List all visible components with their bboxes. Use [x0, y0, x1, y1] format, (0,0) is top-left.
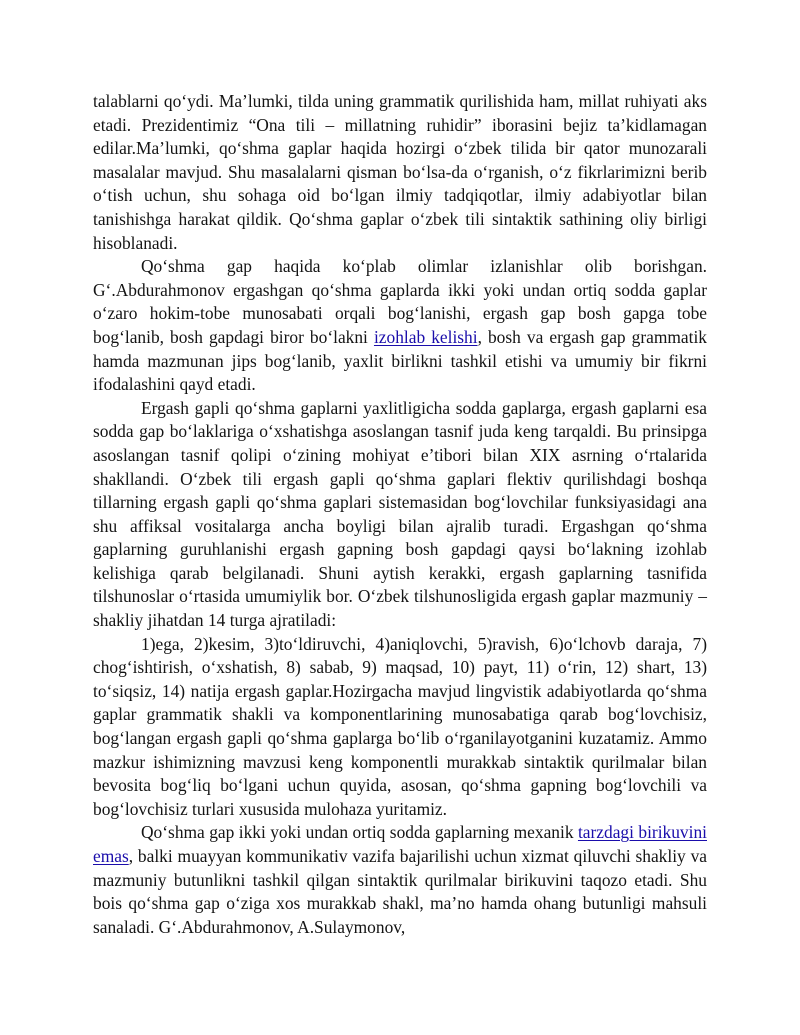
paragraph-text: talablarni qo‘ydi. Ma’lumki, tilda uning grammatik qurilishida ham, millat ruhiyati aks etadi. Prezidentimiz “Ona tili – millatning ruhidir” iborasini bejiz ta’kidlamagan edilar.Ma’lumki, qo‘shma gaplar haqida hozirgi o‘zbek tilida bir qator munozarali masalalar mavjud. Shu masalalarni qisman bo‘lsa-da o‘rganish, o‘z fikrlarimizni berib o‘tish uchun, shu sohaga oid bo‘lgan ilmiy tadqiqotlar, ilmiy adabiyotlar bilan tanishishga harakat qildik. Qo‘shma gaplar o‘zbek tili sintaktik sathining oliy birligi hisoblanadi.: [93, 91, 707, 253]
paragraph-text: 1)ega, 2)kesim, 3)to‘ldiruvchi, 4)aniqlovchi, 5)ravish, 6)o‘lchovb daraja, 7) chog‘ishtirish, o‘xshatish, 8) sabab, 9) maqsad, 10) payt, 11) o‘rin, 12) shart, 13) to‘siqsiz, 14) natija ergash gaplar.Hozirgacha mavjud lingvistik adabiyotlarda qo‘shma gaplar grammatik shakli va komponentlarining munosabatiga qarab bog‘lovchisiz, bog‘langan ergash gapli qo‘shma gaplarga bo‘lib o‘rganilayotganini kuzatamiz. Ammo mazkur ishimizning mavzusi keng komponentli murakkab sintaktik qurilmalar bilan bevosita bog‘liq bo‘lgani uchun quyida, asosan, qo‘shma gapning bog‘lovchili va bog‘lovchisiz turlari xususida mulohaza yuritamiz.: [93, 633, 707, 819]
paragraph-text: Ergash gapli qo‘shma gaplarni yaxlitligicha sodda gaplarga, ergash gaplarni esa sodda gap bo‘laklariga o‘xshatishga asoslangan tasnif juda keng tarqaldi. Bu prinsipga asoslangan tasnif qolipi o‘zining mohiyat e’tibori bilan XIX asrning o‘rtalarida shakllandi. O‘zbek tili ergash gapli qo‘shma gaplari flektiv qurilishdagi boshqa tillarning ergash gapli qo‘shma gaplari sistemasidan bog‘lovchilar funksiyasidagi ana shu affiksal vositalarga ancha boyligi bilan ajralib turadi. Ergashgan qo‘shma gaplarning guruhlanishi ergash gapning bosh gapdagi qaysi bo‘lakning izohlab kelishiga qarab belgilanadi. Shuni aytish kerakki, ergash gaplarning tasnifida tilshunoslar o‘rtasida umumiylik bor. O‘zbek tilshunosligida ergash gaplar mazmuniy – shakliy jihatdan 14 turga ajratiladi:: [93, 397, 707, 631]
link-tarzdagi-birikuvini-emas[interactable]: tarzdagi birikuvini emas: [93, 822, 707, 866]
paragraph-text: Qo‘shma gap ikki yoki undan ortiq sodda gaplarning mexanik: [141, 822, 578, 843]
paragraph-text: , bosh va ergash gap grammatik hamda mazmunan jips bog‘lanib, yaxlit birlikni tashkil etishi va umumiy bir fikrni ifodalashini qayd etadi.: [93, 326, 707, 395]
paragraph-2: [93, 255, 707, 397]
paragraph-4: [93, 633, 707, 822]
paragraph-1: [93, 90, 707, 255]
paragraph-3: [93, 397, 707, 633]
paragraph-5: [93, 821, 707, 939]
paragraph-text: , balki muayyan kommunikativ vazifa bajarilishi uchun xizmat qiluvchi shakliy va mazmuniy butunlikni tashkil qilgan sintaktik qurilmalar birikuvini taqozo etadi. Shu bois qo‘shma gap o‘ziga xos murakkab shakl, ma’no hamda ohang butunligi mahsuli sanaladi. G‘.Abdurahmonov, A.Sulaymonov,: [93, 846, 707, 937]
document-page: [93, 90, 707, 939]
link-izohlab-kelishi[interactable]: izohlab kelishi: [373, 326, 478, 347]
paragraph-text: Qo‘shma gap haqida ko‘plab olimlar izlanishlar olib borishgan. G‘.Abdurahmonov ergashgan qo‘shma gaplarda ikki yoki undan ortiq sodda gaplar o‘zaro hokim-tobe munosabati orqali bog‘lanishi, ergash gap bosh gapga tobe bog‘lanib, bosh gapdagi biror bo‘lakni: [93, 256, 707, 347]
